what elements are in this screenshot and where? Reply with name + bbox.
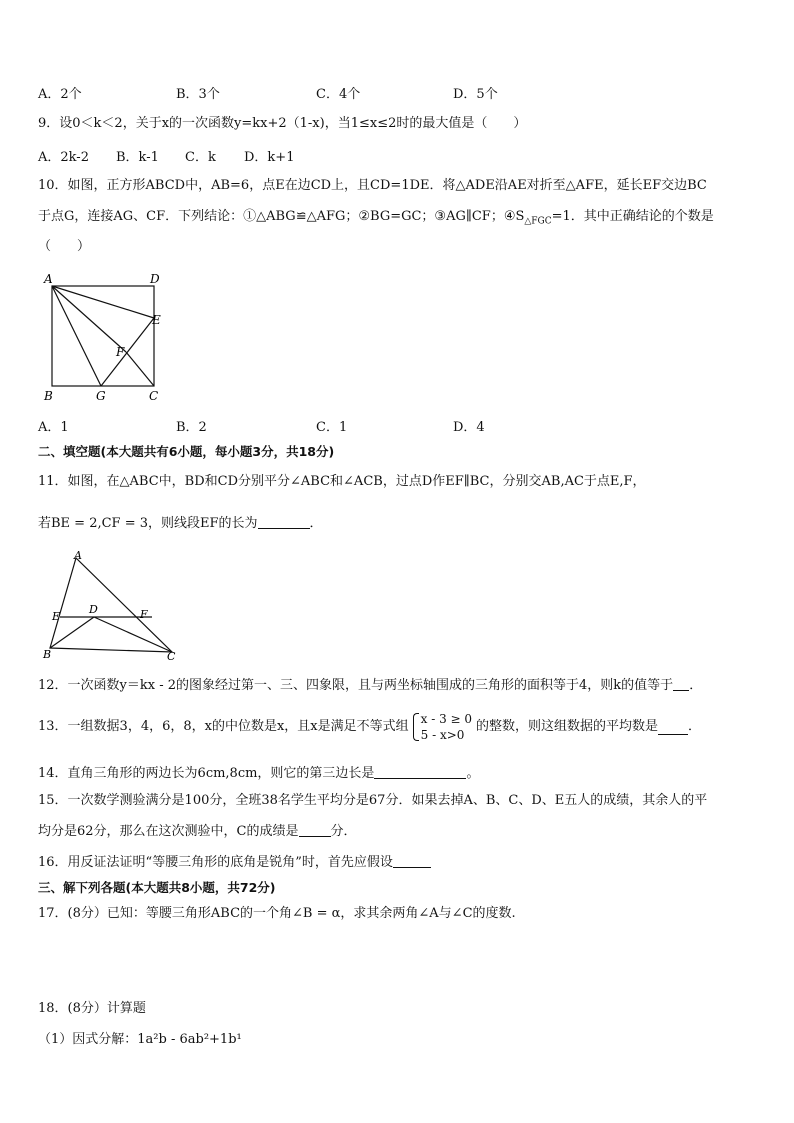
q15-line2: 均分是62分，那么在这次测验中，C的成绩是 分． [38,824,357,839]
q10-square-figure [36,268,176,406]
q9-stem: 9．设0＜k＜2，关于x的一次函数y=kx+2（1-x)，当1≤x≤2时的最大值是（ ） [38,116,527,131]
q9-option-a: A．2k-2 [38,150,89,165]
q15-line1: 15．一次数学测验满分是100分，全班38名学生平均分是67分．如果去掉A、B、C、D、E五人的成绩，其余人的平 [38,793,708,808]
q8-option-a: A．2个 [38,87,82,102]
q11-label-f: F [140,608,148,621]
q10-option-b: B．2 [176,420,207,435]
q11-line1: 11．如图，在△ABC中，BD和CD分别平分∠ABC和∠ACB，过点D作EF∥BC，分别交AB,AC于点E,F， [38,474,646,489]
q17-line: 17．(8分）已知：等腰三角形ABC的一个角∠B = α，求其余两角∠A与∠C的度数. [38,906,516,921]
q8-option-c: C．4个 [316,87,361,102]
q18-sub1: （1）因式分解：1a²b - 6ab²+1b¹ [38,1032,242,1047]
q10-option-d: D．4 [453,420,485,435]
q13-line: 13．一组数据3，4，6，8，x的中位数是x，且x是满足不等式组 x - 3 ≥ 0 5 - x>0 的整数，则这组数据的平均数是 ． [38,712,702,742]
q10-label-a: A [44,272,53,286]
q10-line2: 于点G，连接AG、CF．下列结论：①△ABG≌△AFG；②BG=GC；③AG∥CF；$④S_{\triangle FGC}=1$．其中正确结论的个数是 [38,209,714,227]
q9-option-c: C．k [185,150,216,165]
section-3-heading: 三、解下列各题(本大题共8小题，共72分) [38,880,276,895]
q10-label-e: E [152,313,161,327]
q10-option-a: A．1 [38,420,69,435]
q11-label-d: D [89,603,98,616]
section-2-heading: 二、填空题(本大题共有6小题，每小题3分，共18分) [38,444,335,459]
q10-label-d: D [150,272,160,286]
q8-option-d: D．5个 [453,87,498,102]
q9-option-d: D．k+1 [244,150,295,165]
q11-answer-blank [258,514,310,529]
q10-label-g: G [96,389,106,403]
q10-line3: （ ） [38,239,91,254]
q13-inequality-system: x - 3 ≥ 0 5 - x>0 [413,711,472,743]
q8-option-b: B．3个 [176,87,220,102]
q11-line2: 若BE = 2,CF = 3，则线段EF的长为 ． [38,516,323,531]
q15-answer-blank [299,822,331,837]
q11-label-b: B [43,648,52,661]
q12-answer-blank [673,676,689,691]
q11-label-e: E [52,610,61,623]
q10-label-b: B [44,389,53,403]
q9-option-b: B．k-1 [116,150,159,165]
q11-label-c: C [167,650,176,663]
q10-option-c: C．1 [316,420,348,435]
q18-title: 18．(8分）计算题 [38,1001,146,1016]
q11-label-a: A [74,549,82,562]
q10-label-c: C [149,389,159,403]
q16-answer-blank [393,853,431,868]
q10-line1: 10．如图，正方形ABCD中，AB=6，点E在边CD上，且CD=1DE．将△ADE沿AE对折至△AFE，延长EF交边BC [38,178,707,193]
q16-line: 16．用反证法证明“等腰三角形的底角是锐角”时，首先应假设 [38,853,431,872]
q14-answer-blank [374,764,466,779]
q12-line: 12．一次函数y＝kx - 2的图象经过第一、三、四象限，且与两坐标轴围成的三角形的面积等于4，则k的值等于 ． [38,678,703,693]
q13-answer-blank [658,720,688,735]
q11-triangle-figure [40,548,185,664]
q10-label-f: F [116,345,125,359]
q14-line: 14．直角三角形的两边长为6cm,8cm，则它的第三边长是 。 [38,766,480,781]
